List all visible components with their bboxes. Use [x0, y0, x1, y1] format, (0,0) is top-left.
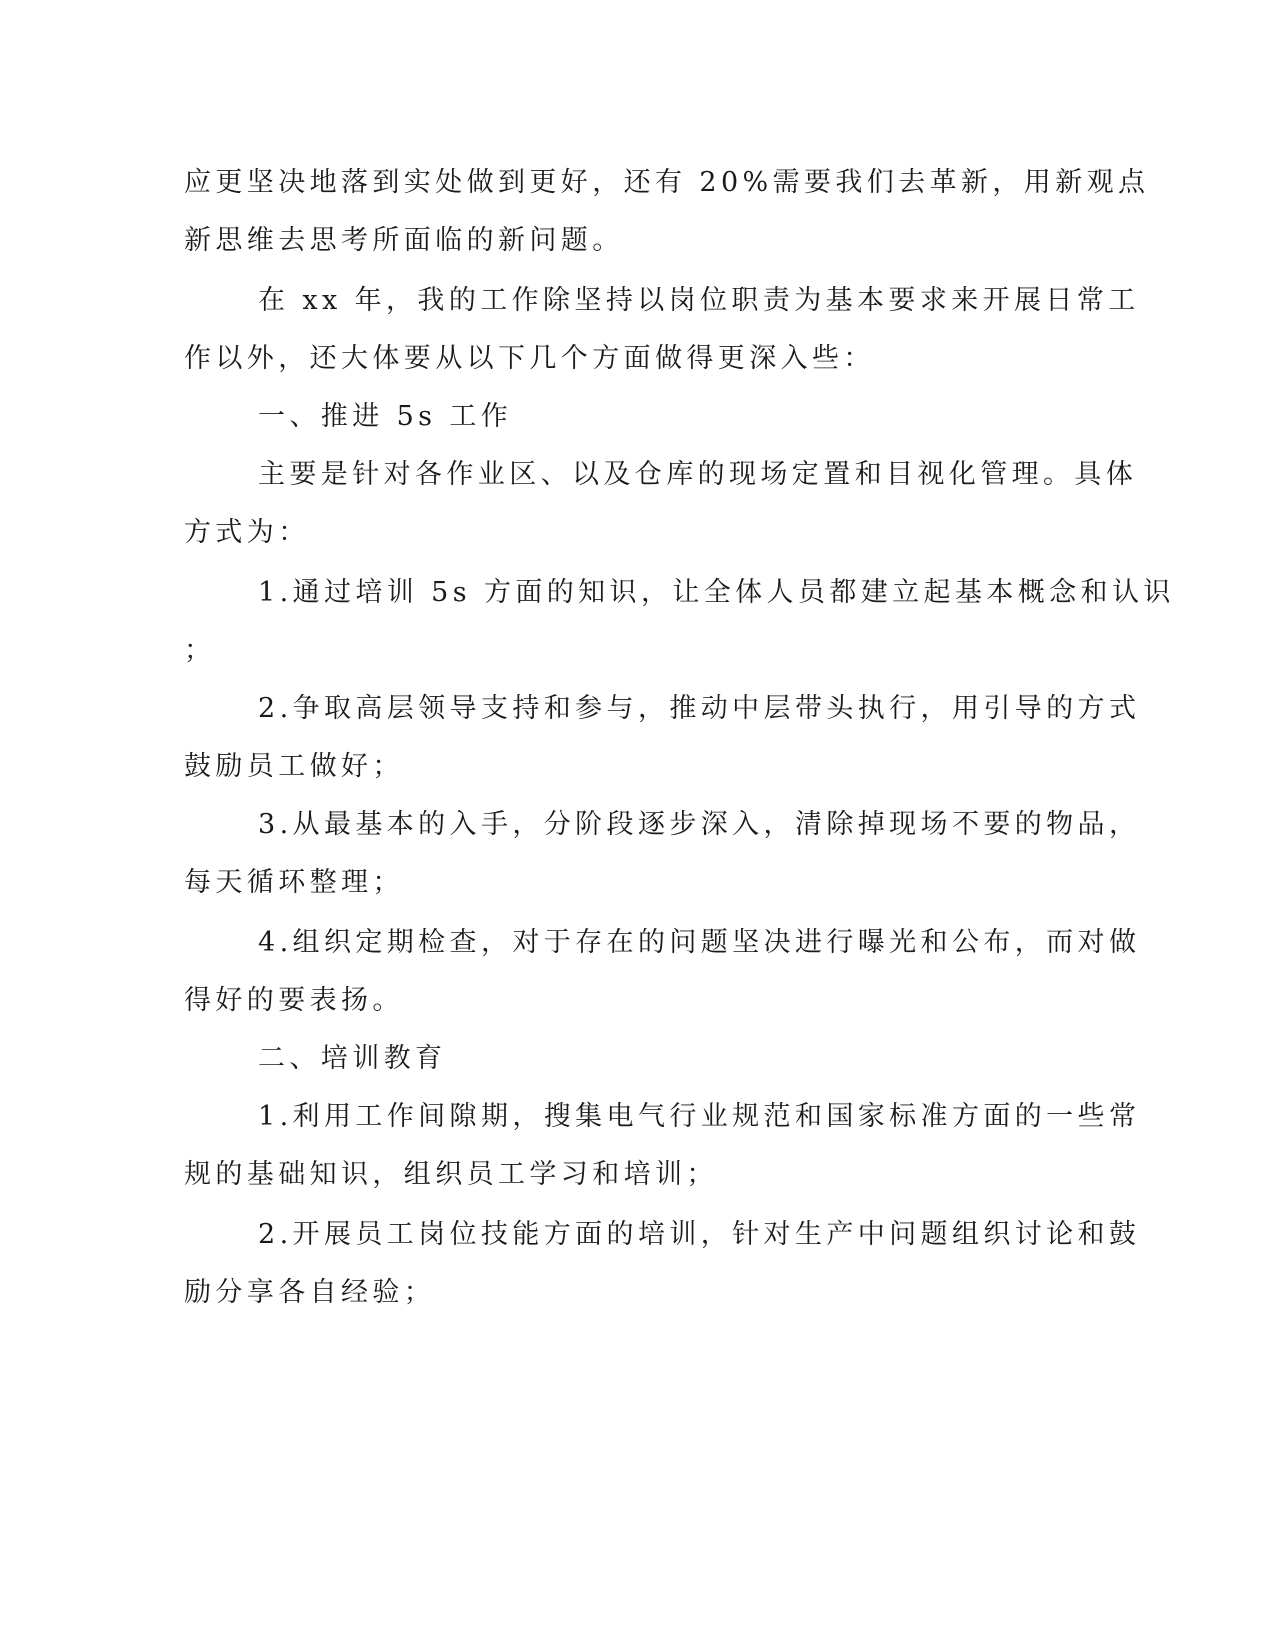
text-line-7: 方式为：: [184, 517, 310, 548]
text-line-6: 主要是针对各作业区、以及仓库的现场定置和目视化管理。具体: [258, 459, 1138, 490]
list-item-1: 1.通过培训 5s 方面的知识，让全体人员都建立起基本概念和认识: [258, 577, 1175, 608]
section-heading-2: 二、培训教育: [258, 1043, 447, 1074]
text-line-15: 得好的要表扬。: [184, 985, 404, 1016]
text-line-1: 应更坚决地落到实处做到更好，还有 20%需要我们去革新，用新观点: [184, 167, 1150, 198]
list-item-4: 4.组织定期检查，对于存在的问题坚决进行曝光和公布，而对做: [258, 927, 1141, 958]
list-item-2: 2.争取高层领导支持和参与，推动中层带头执行，用引导的方式: [258, 693, 1141, 724]
text-line-20: 励分享各自经验；: [184, 1277, 436, 1308]
text-line-3: 在 xx 年，我的工作除坚持以岗位职责为基本要求来开展日常工: [258, 285, 1140, 316]
text-line-11: 鼓励员工做好；: [184, 751, 404, 782]
text-line-2: 新思维去思考所面临的新问题。: [184, 225, 624, 256]
text-line-4: 作以外，还大体要从以下几个方面做得更深入些：: [184, 343, 875, 374]
text-line-13: 每天循环整理；: [184, 867, 404, 898]
list-item-3: 3.从最基本的入手，分阶段逐步深入，清除掉现场不要的物品，: [258, 809, 1141, 840]
section-heading-1: 一、推进 5s 工作: [258, 401, 513, 432]
list-item-5: 1.利用工作间隙期，搜集电气行业规范和国家标准方面的一些常: [258, 1101, 1141, 1132]
text-line-9: ；: [184, 635, 216, 666]
text-line-18: 规的基础知识，组织员工学习和培训；: [184, 1159, 718, 1190]
list-item-6: 2.开展员工岗位技能方面的培训，针对生产中问题组织讨论和鼓: [258, 1219, 1141, 1250]
